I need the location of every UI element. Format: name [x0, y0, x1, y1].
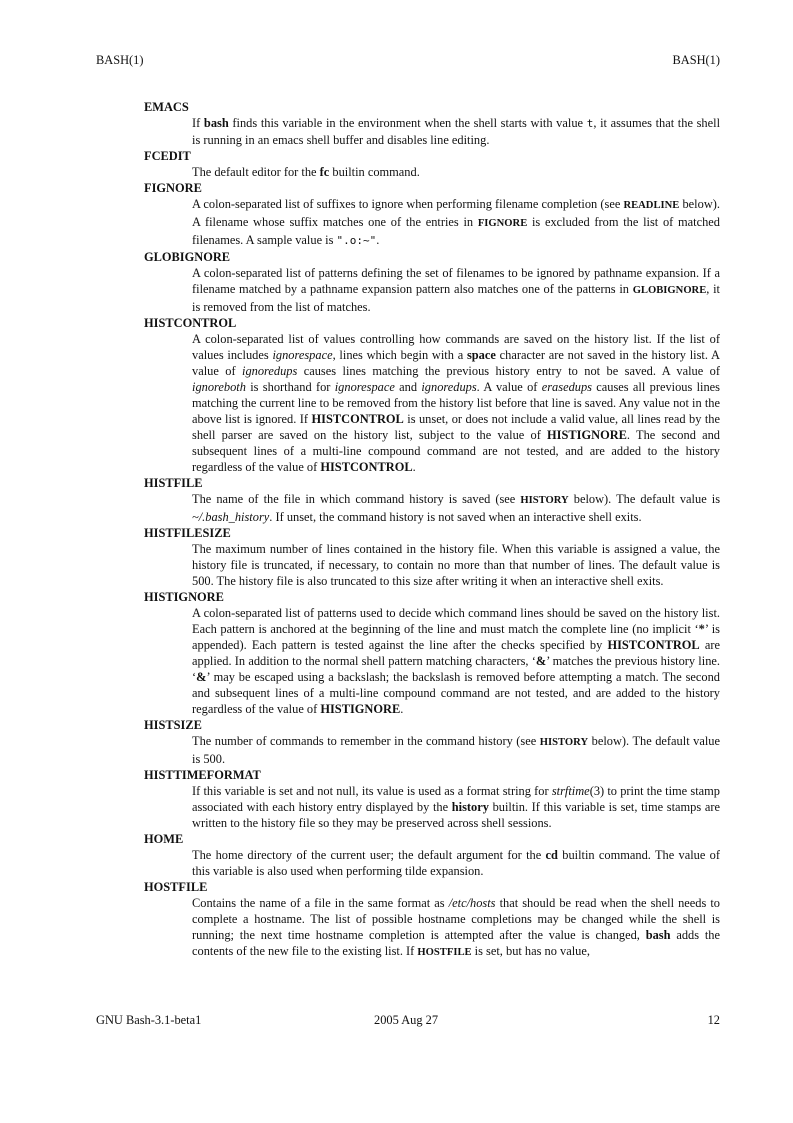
- variable-list: [144, 99, 720, 961]
- description-text: causes lines matching the previous history entry to not be saved. A value of: [297, 364, 720, 378]
- description-text: ignoredups: [421, 380, 477, 394]
- description-text: finds this variable in the environment when the shell starts with value: [228, 116, 587, 130]
- description-text: &: [196, 670, 207, 684]
- description-text: If this variable is set and not null, its value is used as a format string for: [192, 784, 552, 798]
- description-text: builtin command. The value of this variable is also used when performing tilde expansion.: [192, 848, 721, 878]
- description-text: .: [412, 460, 416, 474]
- description-text: causes all previous lines matching the current line to be removed from the history list before that line is saved. Any value not in the above list is ignored. If: [192, 380, 721, 426]
- description-text: HOSTFILE: [417, 947, 472, 958]
- description-text: ’ is appended). Each pattern is tested against the line after the checks specified by: [192, 622, 720, 652]
- description-text: history: [451, 800, 489, 814]
- description-text: ignoreboth: [192, 380, 246, 394]
- description-text: ~/.bash_history: [192, 510, 270, 524]
- description-text: Contains the name of a file in the same format as: [192, 896, 449, 910]
- description-text: below). The default value is 500.: [192, 734, 720, 766]
- description-text: , lines which begin with a: [332, 348, 467, 362]
- description-text: HISTIGNORE: [547, 428, 627, 442]
- description-text: builtin. If this variable is set, time stamps are written to the history file so they may be preserved across shell sessions.: [192, 800, 720, 830]
- description-text: bash: [645, 928, 671, 942]
- description-text: A colon-separated list of suffixes to ignore when performing filename completion (see: [192, 197, 624, 211]
- description-text: ".o:~": [336, 234, 377, 247]
- variable-description: [192, 733, 720, 767]
- variable-description: [192, 491, 720, 525]
- description-text: A colon-separated list of patterns used to decide which command lines should be saved on the history list. Each pattern is anchored at the beginning of the line and must match the complete line (no implicit ‘: [192, 606, 720, 636]
- description-text: If: [192, 116, 204, 130]
- variable-description: [192, 331, 720, 475]
- description-text: HISTCONTROL: [320, 460, 413, 474]
- description-text: . A value of: [476, 380, 542, 394]
- footer-center: 2005 Aug 27: [374, 1013, 439, 1027]
- description-text: HISTCONTROL: [607, 638, 700, 652]
- description-text: , it assumes that the shell is running in an emacs shell buffer and disables line editing.: [192, 116, 721, 147]
- variable-name: FCEDIT: [144, 149, 191, 163]
- description-text: The default editor for the: [192, 165, 320, 179]
- description-text: ’ may be escaped using a backslash; the backslash is removed before attempting a match. The second and subsequent lines of a multi-line compound command are not tested, and are added to the history regardless of the value of: [192, 670, 720, 716]
- variable-name: FIGNORE: [144, 181, 202, 195]
- description-text: are applied. In addition to the normal shell pattern matching characters, ‘: [192, 638, 720, 668]
- description-text: HISTIGNORE: [320, 702, 401, 716]
- variable-description: [192, 196, 720, 249]
- description-text: cd: [545, 848, 558, 862]
- description-text: FIGNORE: [477, 218, 528, 229]
- description-text: strftime: [551, 784, 590, 798]
- description-text: character are not saved in the history list. A value of: [192, 348, 720, 378]
- description-text: The number of commands to remember in the command history (see: [192, 734, 540, 748]
- description-text: is unset, or does not include a valid value, all lines read by the shell parser are saved on the history list, subject to the value of: [192, 412, 721, 442]
- description-text: The home directory of the current user; the default argument for the: [192, 848, 546, 862]
- variable-name: HISTTIMEFORMAT: [144, 768, 261, 782]
- variable-name: EMACS: [144, 100, 189, 114]
- description-text: and: [394, 380, 422, 394]
- description-text: (3) to print the time stamp associated with each history entry displayed by the: [192, 784, 720, 814]
- description-text: is shorthand for: [245, 380, 335, 394]
- description-text: A colon-separated list of patterns defining the set of filenames to be ignored by pathname expansion. If a filename matched by a pathname expansion pattern also matches one of the patterns in: [192, 266, 720, 296]
- description-text: . If unset, the command history is not saved when an interactive shell exits.: [269, 510, 642, 524]
- description-text: HISTORY: [539, 737, 589, 748]
- variable-name: HISTIGNORE: [144, 590, 224, 604]
- description-text: A colon-separated list of values controlling how commands are saved on the history list. If the list of values includes: [192, 332, 720, 362]
- description-text: . The second and subsequent lines of a multi-line compound command are not tested, and are added to the history regardless of the value of: [192, 428, 721, 474]
- description-text: is set, but has no value,: [471, 944, 590, 958]
- description-text: &: [535, 654, 547, 668]
- description-text: GLOBIGNORE: [632, 285, 707, 296]
- description-text: below). The default value is: [568, 492, 721, 506]
- description-text: .: [376, 233, 380, 247]
- description-text: t: [586, 117, 594, 130]
- description-text: ignoredups: [242, 364, 298, 378]
- description-text: that should be read when the shell needs to complete a hostname. The list of possible hostname completions may be changed while the shell is running; the next time hostname completion is attempted after the value is changed,: [192, 896, 720, 942]
- description-text: below). A filename whose suffix matches one of the entries in: [192, 197, 720, 229]
- page-footer: [96, 1012, 720, 1028]
- footer-right: 12: [707, 1013, 720, 1027]
- description-text: , it is removed from the list of matches.: [192, 282, 720, 314]
- variable-description: [192, 605, 720, 717]
- variable-description: [192, 847, 720, 879]
- variable-description: [192, 895, 720, 961]
- variable-description: [192, 265, 720, 315]
- description-text: is excluded from the list of matched filenames. A sample value is: [192, 215, 720, 247]
- variable-name: HOME: [144, 832, 184, 846]
- description-text: builtin command.: [329, 165, 420, 179]
- variable-description: [192, 783, 720, 831]
- variable-name: GLOBIGNORE: [144, 250, 231, 264]
- description-text: The name of the file in which command history is saved (see: [192, 492, 521, 506]
- variable-name: HISTFILE: [144, 476, 203, 490]
- description-text: fc: [319, 165, 330, 179]
- description-text: ignorespace: [272, 348, 333, 362]
- description-text: /etc/hosts: [448, 896, 496, 910]
- variable-name: HISTSIZE: [144, 718, 202, 732]
- variable-description: [192, 164, 720, 180]
- description-text: READLINE: [623, 200, 680, 211]
- description-text: space: [466, 348, 496, 362]
- description-text: .: [400, 702, 404, 716]
- description-text: bash: [203, 116, 229, 130]
- description-text: erasedups: [541, 380, 592, 394]
- page-header: [96, 52, 720, 68]
- description-text: The maximum number of lines contained in the history file. When this variable is assigned a value, the history file is truncated, if necessary, to contain no more than that number of lines. The default value is 500. The history file is also truncated to this size after writing it when an interactive shell exits.: [192, 542, 720, 588]
- description-text: ignorespace: [334, 380, 395, 394]
- description-text: *: [698, 622, 705, 636]
- variable-description: [192, 115, 720, 148]
- description-text: ’ matches the previous history line. ‘: [192, 654, 720, 684]
- variable-description: [192, 541, 720, 589]
- header-left: BASH(1): [96, 53, 144, 67]
- description-text: HISTCONTROL: [311, 412, 404, 426]
- variable-name: HISTFILESIZE: [144, 526, 231, 540]
- variable-name: HOSTFILE: [144, 880, 208, 894]
- variable-name: HISTCONTROL: [144, 316, 237, 330]
- description-text: adds the contents of the new file to the existing list. If: [192, 928, 720, 958]
- footer-left: GNU Bash-3.1-beta1: [96, 1013, 202, 1027]
- description-text: HISTORY: [520, 495, 569, 506]
- header-right: BASH(1): [672, 53, 720, 67]
